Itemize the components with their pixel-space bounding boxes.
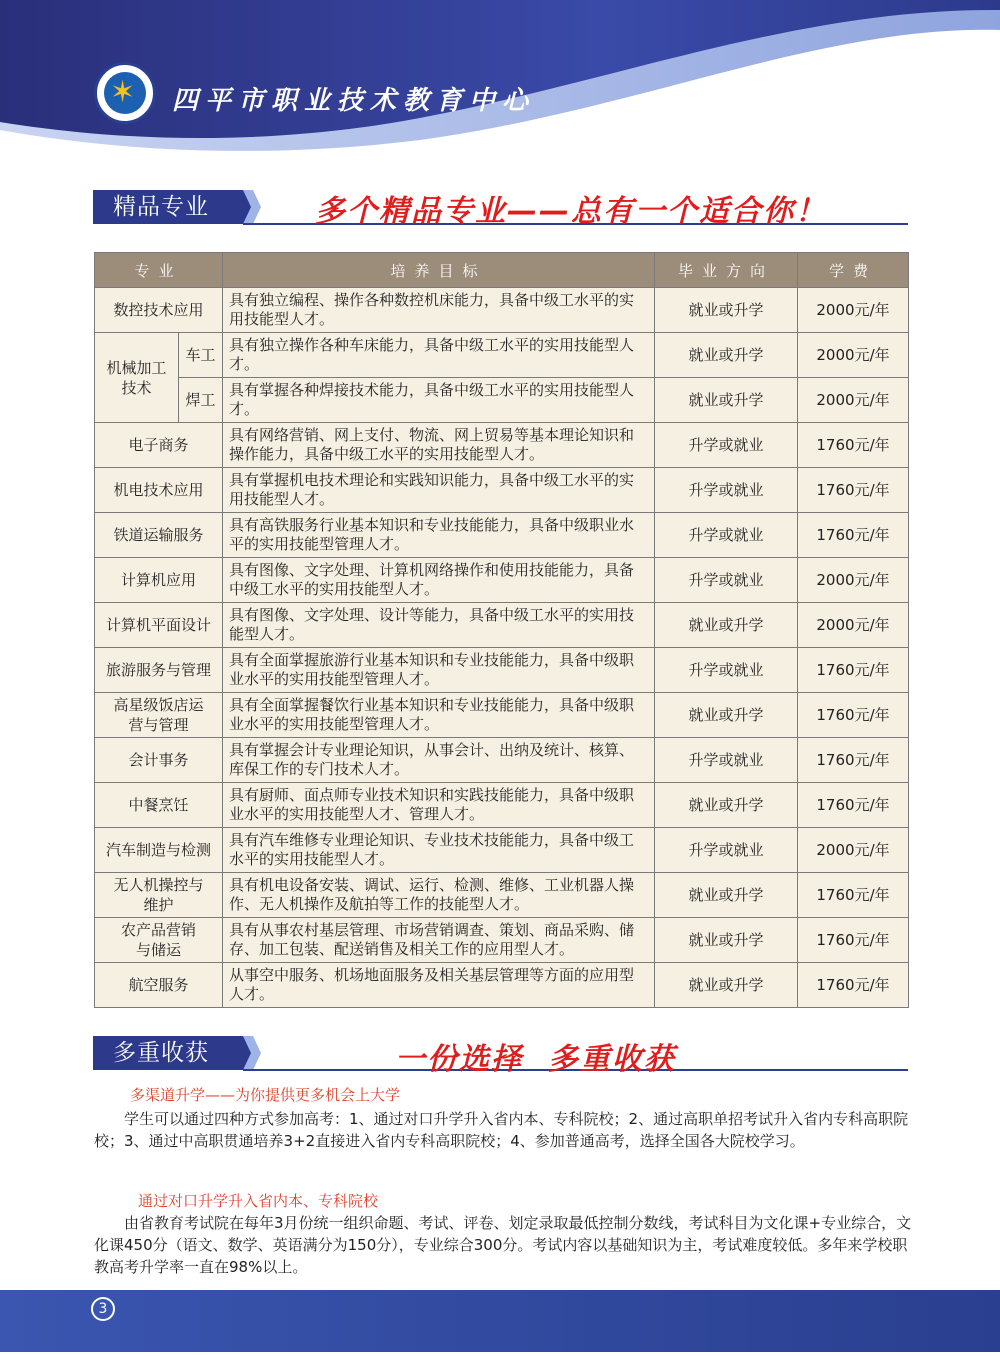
subheading-counterpart: 通过对口升学升入省内本、专科院校 — [138, 1192, 379, 1210]
subheading-multi-channel: 多渠道升学——为你提供更多机会上大学 — [130, 1086, 401, 1104]
fee-cell: 1760元/年 — [798, 693, 909, 738]
direction-cell: 就业或升学 — [655, 693, 798, 738]
fee-cell: 2000元/年 — [798, 288, 909, 333]
goal-cell: 具有高铁服务行业基本知识和专业技能能力，具备中级职业水平的实用技能型管理人才。 — [223, 513, 655, 558]
table-row — [95, 738, 909, 783]
direction-cell: 升学或就业 — [655, 513, 798, 558]
major-cell: 机电技术应用 — [95, 468, 223, 513]
table-row — [95, 963, 909, 1008]
goal-cell: 具有独立编程、操作各种数控机床能力，具备中级工水平的实用技能型人才。 — [223, 288, 655, 333]
direction-cell: 升学或就业 — [655, 558, 798, 603]
section-tab-label: 多重收获 — [113, 1040, 209, 1066]
section-heading-harvest — [93, 1036, 908, 1077]
major-cell: 无人机操控与维护 — [95, 873, 223, 918]
goal-cell: 具有机电设备安装、调试、运行、检测、维修、工业机器人操作、无人机操作及航拍等工作的技能型人才。 — [223, 873, 655, 918]
table-row — [95, 918, 909, 963]
goal-cell: 具有图像、文字处理、设计等能力，具备中级工水平的实用技能型人才。 — [223, 603, 655, 648]
header-fee: 学费 — [798, 253, 909, 288]
fee-cell: 2000元/年 — [798, 828, 909, 873]
direction-cell: 就业或升学 — [655, 918, 798, 963]
fee-cell: 1760元/年 — [798, 738, 909, 783]
table-row — [95, 603, 909, 648]
major-cell: 铁道运输服务 — [95, 513, 223, 558]
fee-cell: 1760元/年 — [798, 963, 909, 1008]
fee-cell: 1760元/年 — [798, 423, 909, 468]
section-tab-label: 精品专业 — [113, 194, 209, 220]
major-cell: 数控技术应用 — [95, 288, 223, 333]
direction-cell: 升学或就业 — [655, 648, 798, 693]
table-row — [95, 378, 909, 423]
page-number: 3 — [91, 1297, 115, 1321]
footer-band — [0, 1290, 1000, 1352]
major-cell: 汽车制造与检测 — [95, 828, 223, 873]
direction-cell: 就业或升学 — [655, 288, 798, 333]
paragraph-counterpart: 由省教育考试院在每年3月份统一组织命题、考试、评卷、划定录取最低控制分数线，考试科目为文化课+专业综合，文化课450分（语文、数学、英语满分为150分），专业综合300分。考试内容以基础知识为主，考试难度较低。多年来学校职教高考升学率一直在98%以上。 — [94, 1214, 912, 1276]
major-cell: 旅游服务与管理 — [95, 648, 223, 693]
goal-cell: 具有汽车维修专业理论知识、专业技术技能能力，具备中级工水平的实用技能型人才。 — [223, 828, 655, 873]
direction-cell: 升学或就业 — [655, 828, 798, 873]
header-major: 专业 — [95, 253, 223, 288]
table-row — [95, 558, 909, 603]
major-cell: 焊工 — [179, 378, 223, 423]
table-row — [95, 333, 909, 378]
major-cell: 会计事务 — [95, 738, 223, 783]
fee-cell: 1760元/年 — [798, 918, 909, 963]
fee-cell: 1760元/年 — [798, 648, 909, 693]
direction-cell: 就业或升学 — [655, 873, 798, 918]
major-cell: 计算机应用 — [95, 558, 223, 603]
fee-cell: 1760元/年 — [798, 513, 909, 558]
direction-cell: 就业或升学 — [655, 378, 798, 423]
table-row — [95, 513, 909, 558]
group-cell: 机械加工技术 — [95, 333, 179, 423]
header-banner — [0, 0, 1000, 170]
direction-cell: 就业或升学 — [655, 783, 798, 828]
major-cell: 高星级饭店运营与管理 — [95, 693, 223, 738]
table-row — [95, 288, 909, 333]
header-goal: 培养目标 — [223, 253, 655, 288]
major-cell: 车工 — [179, 333, 223, 378]
major-cell: 农产品营销与储运 — [95, 918, 223, 963]
goal-cell: 具有掌握会计专业理论知识，从事会计、出纳及统计、核算、库保工作的专门技术人才。 — [223, 738, 655, 783]
direction-cell: 升学或就业 — [655, 738, 798, 783]
section-slogan: 一份选择 多重收获 — [395, 1042, 676, 1077]
table-row — [95, 828, 909, 873]
major-cell: 中餐烹饪 — [95, 783, 223, 828]
majors-table — [94, 252, 909, 1008]
goal-cell: 具有全面掌握旅游行业基本知识和专业技能能力，具备中级职业水平的实用技能型管理人才。 — [223, 648, 655, 693]
section-slogan: 多个精品专业——总有一个适合你！ — [315, 194, 827, 229]
section-heading-majors — [93, 190, 908, 229]
table-row — [95, 423, 909, 468]
fee-cell: 1760元/年 — [798, 783, 909, 828]
goal-cell: 具有从事农村基层管理、市场营销调查、策划、商品采购、储存、加工包装、配送销售及相关工作的应用型人才。 — [223, 918, 655, 963]
goal-cell: 具有掌握各种焊接技术能力，具备中级工水平的实用技能型人才。 — [223, 378, 655, 423]
table-row — [95, 468, 909, 513]
fee-cell: 2000元/年 — [798, 378, 909, 423]
fee-cell: 2000元/年 — [798, 558, 909, 603]
goal-cell: 具有独立操作各种车床能力，具备中级工水平的实用技能型人才。 — [223, 333, 655, 378]
major-cell: 计算机平面设计 — [95, 603, 223, 648]
goal-cell: 具有厨师、面点师专业技术知识和实践技能能力，具备中级职业水平的实用技能型人才、管理人才。 — [223, 783, 655, 828]
fee-cell: 1760元/年 — [798, 873, 909, 918]
goal-cell: 具有图像、文字处理、计算机网络操作和使用技能能力，具备中级工水平的实用技能型人才。 — [223, 558, 655, 603]
goal-cell: 具有掌握机电技术理论和实践知识能力，具备中级工水平的实用技能型人才。 — [223, 468, 655, 513]
section-tab — [93, 190, 261, 224]
goal-cell: 具有全面掌握餐饮行业基本知识和专业技能能力，具备中级职业水平的实用技能型管理人才。 — [223, 693, 655, 738]
direction-cell: 升学或就业 — [655, 468, 798, 513]
paragraph-multi-channel: 学生可以通过四种方式参加高考：1、通过对口升学升入省内本、专科院校；2、通过高职单招考试升入省内专科高职院校；3、通过中高职贯通培养3+2直接进入省内专科高职院校；4、参加普通高考，选择全国各大院校学习。 — [94, 1110, 909, 1150]
goal-cell: 具有网络营销、网上支付、物流、网上贸易等基本理论知识和操作能力，具备中级工水平的实用技能型人才。 — [223, 423, 655, 468]
fee-cell: 2000元/年 — [798, 603, 909, 648]
direction-cell: 就业或升学 — [655, 963, 798, 1008]
table-row — [95, 873, 909, 918]
table-row — [95, 648, 909, 693]
fee-cell: 1760元/年 — [798, 468, 909, 513]
school-logo: ✶ — [94, 62, 156, 124]
header-direction: 毕业方向 — [655, 253, 798, 288]
table-header-row — [95, 253, 909, 288]
major-cell: 航空服务 — [95, 963, 223, 1008]
goal-cell: 从事空中服务、机场地面服务及相关基层管理等方面的应用型人才。 — [223, 963, 655, 1008]
major-cell: 电子商务 — [95, 423, 223, 468]
direction-cell: 就业或升学 — [655, 333, 798, 378]
direction-cell: 升学或就业 — [655, 423, 798, 468]
table-row — [95, 783, 909, 828]
table-row — [95, 693, 909, 738]
fee-cell: 2000元/年 — [798, 333, 909, 378]
section-tab — [93, 1036, 261, 1070]
direction-cell: 就业或升学 — [655, 603, 798, 648]
school-name: 四平市职业技术教育中心 — [172, 86, 536, 116]
